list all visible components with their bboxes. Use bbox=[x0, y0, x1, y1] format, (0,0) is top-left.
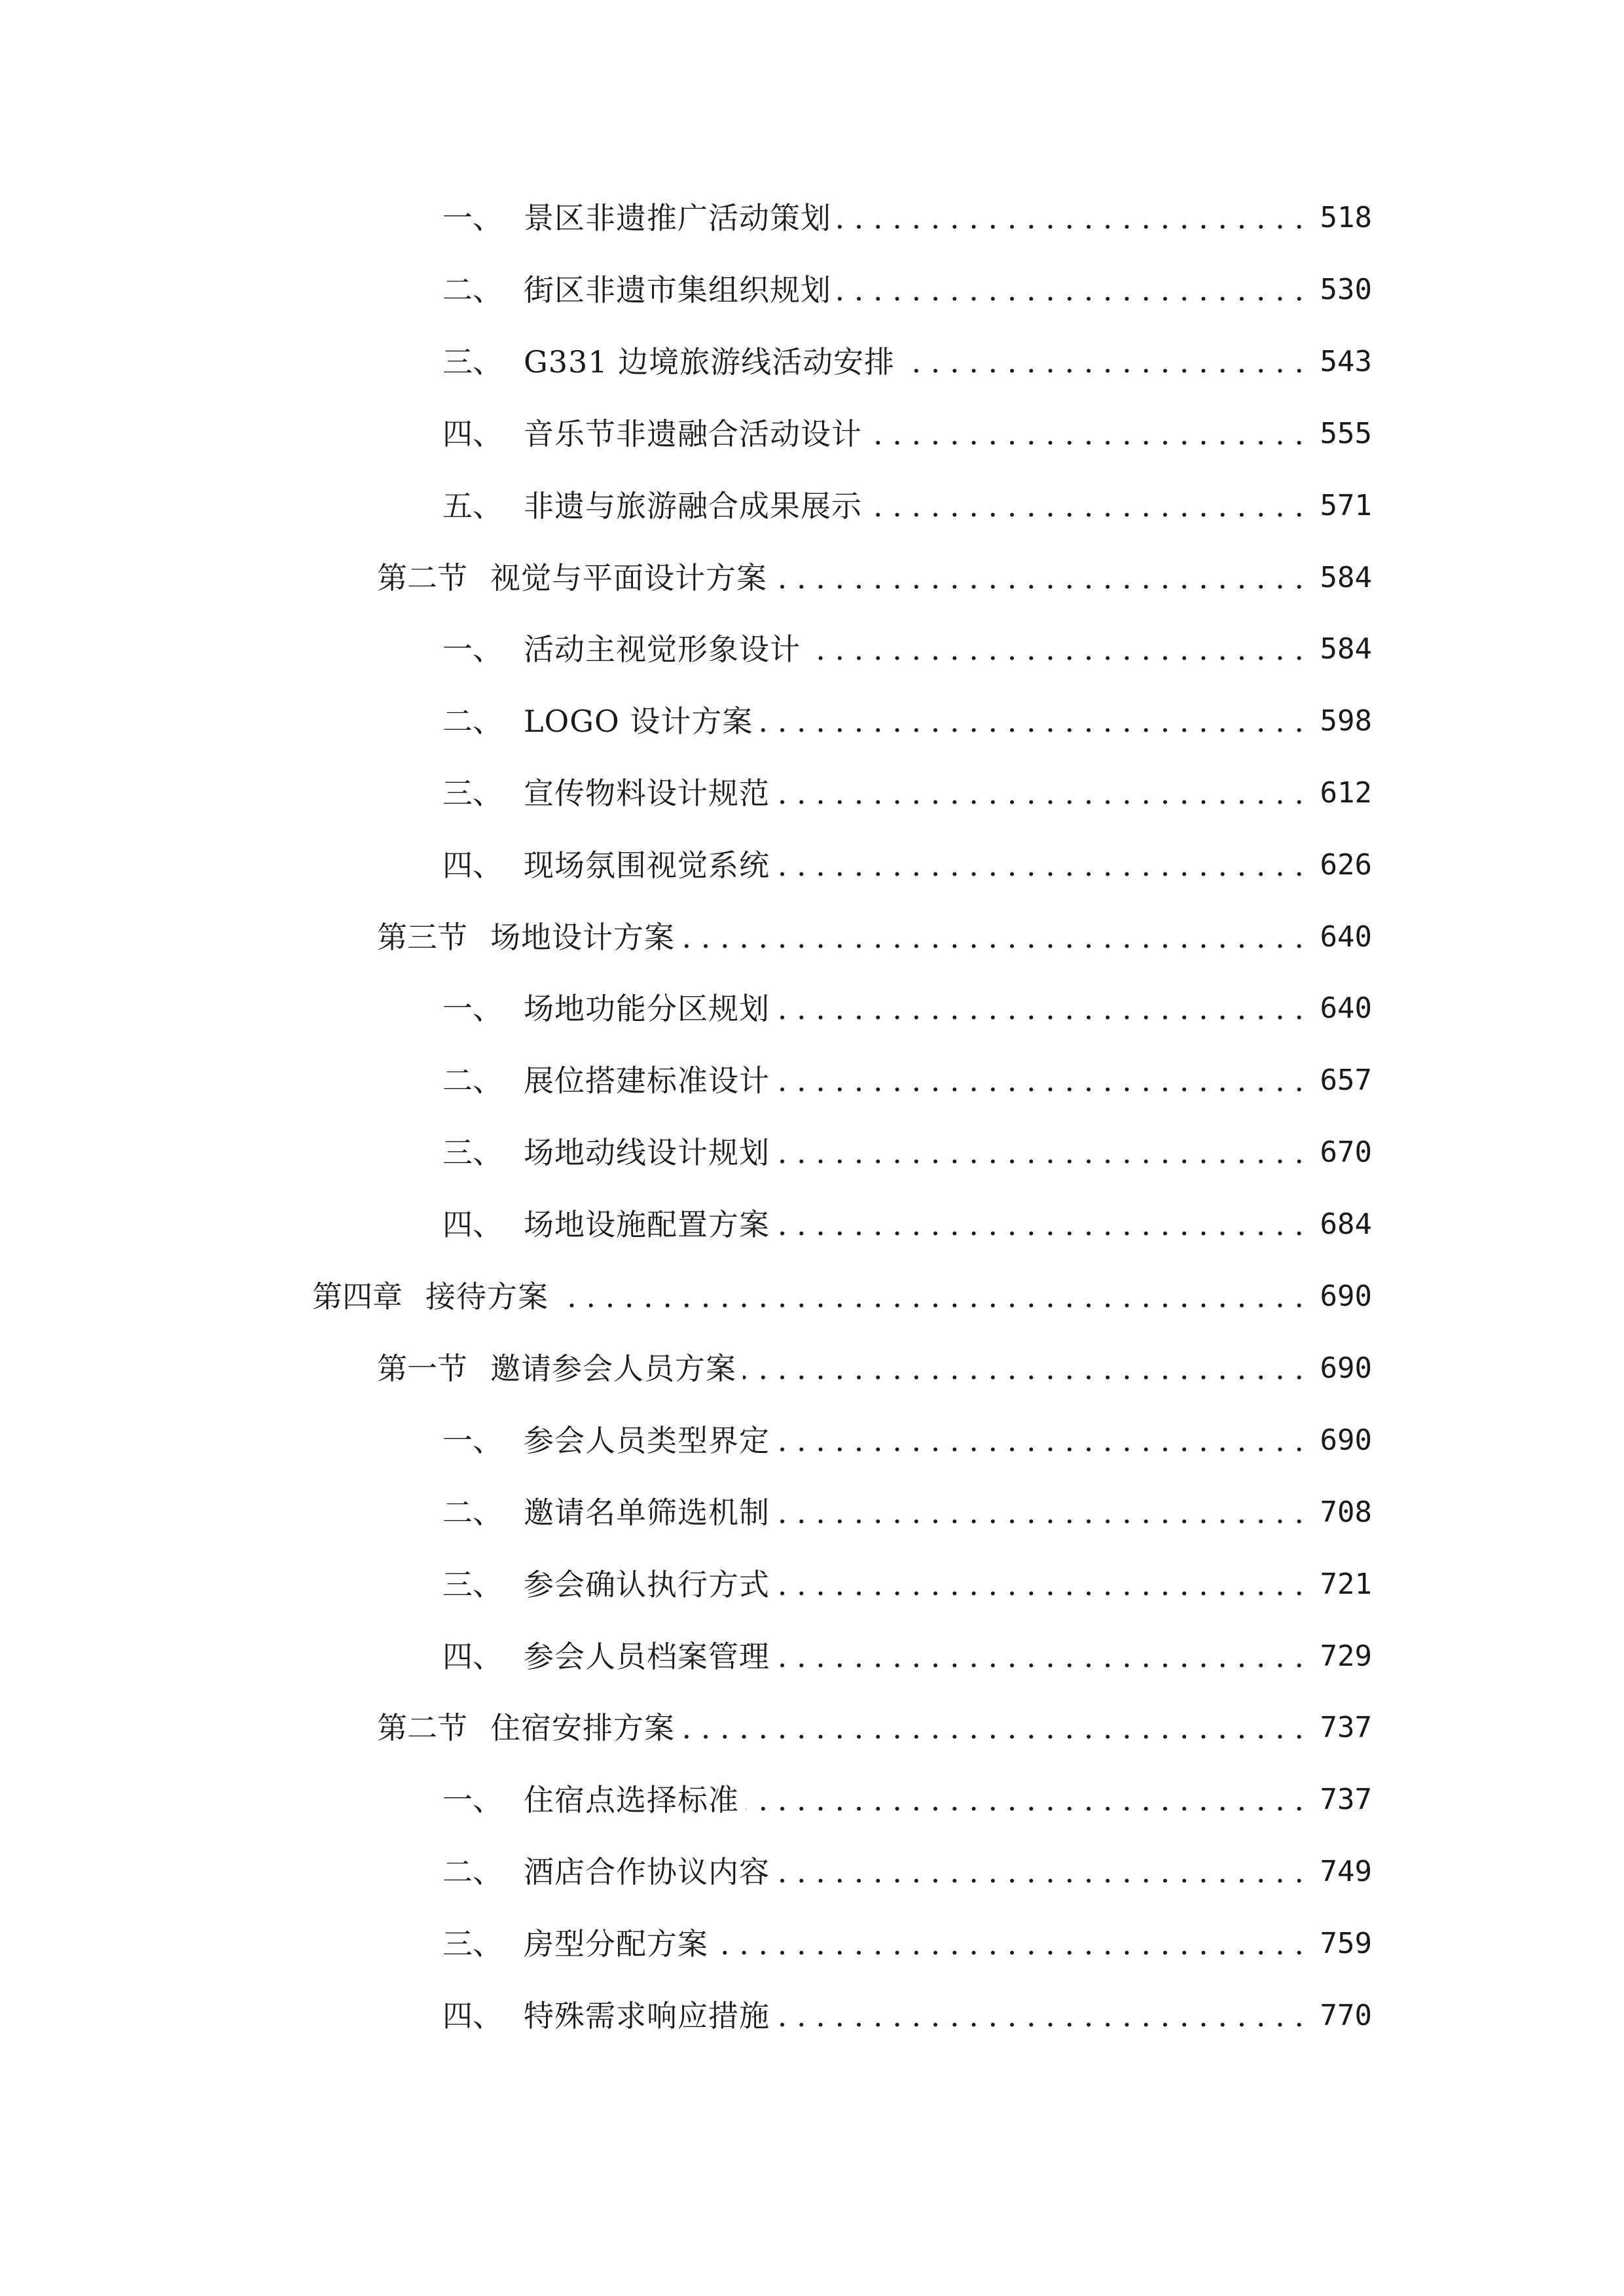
dot-leader bbox=[681, 914, 1304, 960]
dot-leader bbox=[776, 1202, 1304, 1247]
toc-item-title: LOGO 设计方案 bbox=[524, 704, 753, 739]
dot-leader bbox=[807, 626, 1304, 672]
dot-leader bbox=[774, 555, 1304, 601]
toc-section[interactable] bbox=[377, 1346, 1372, 1391]
toc-item-number: 一、 bbox=[442, 1423, 503, 1458]
dot-leader bbox=[776, 1130, 1304, 1175]
toc-item[interactable] bbox=[442, 1849, 1372, 1895]
toc-item-title: 场地动线设计规划 bbox=[524, 1135, 770, 1170]
toc-section-page: 737 bbox=[1320, 1711, 1372, 1744]
toc-section-title: 场地设计方案 bbox=[490, 920, 675, 955]
toc-item-number: 三、 bbox=[442, 776, 503, 811]
toc-section-label: 第二节 bbox=[377, 1710, 467, 1746]
dot-leader bbox=[776, 1490, 1304, 1535]
toc-item-page: 530 bbox=[1320, 273, 1372, 306]
toc-item-number: 五、 bbox=[442, 488, 503, 524]
toc-item-page: 543 bbox=[1320, 345, 1372, 378]
toc-item[interactable] bbox=[442, 339, 1372, 385]
toc-item-title: 特殊需求响应措施 bbox=[524, 1998, 770, 2034]
toc-item[interactable] bbox=[442, 1490, 1372, 1535]
toc-item-title: 参会确认执行方式 bbox=[524, 1567, 770, 1602]
toc-item-number: 一、 bbox=[442, 991, 503, 1026]
toc-item[interactable] bbox=[442, 483, 1372, 529]
dot-leader bbox=[776, 842, 1304, 888]
toc-item-number: 二、 bbox=[442, 704, 503, 739]
toc-item[interactable] bbox=[442, 1921, 1372, 1967]
dot-leader bbox=[776, 1993, 1304, 2039]
toc-item-page: 584 bbox=[1320, 632, 1372, 666]
toc-chapter[interactable] bbox=[312, 1274, 1372, 1319]
toc-item-number: 三、 bbox=[442, 1567, 503, 1602]
dot-leader bbox=[746, 1777, 1304, 1823]
toc-section-title: 住宿安排方案 bbox=[490, 1710, 675, 1746]
toc-item[interactable] bbox=[442, 1418, 1372, 1463]
toc-item[interactable] bbox=[442, 195, 1372, 241]
toc-item-page: 571 bbox=[1320, 489, 1372, 522]
dot-leader bbox=[776, 1418, 1304, 1463]
toc-section-label: 第三节 bbox=[377, 920, 467, 955]
dot-leader bbox=[776, 1634, 1304, 1679]
toc-item-page: 729 bbox=[1320, 1640, 1372, 1673]
toc-item[interactable] bbox=[442, 1777, 1372, 1823]
toc-item-number: 三、 bbox=[442, 1135, 503, 1170]
toc-section-page: 640 bbox=[1320, 920, 1372, 954]
toc-item-number: 四、 bbox=[442, 1639, 503, 1674]
toc-item-title: 邀请名单筛选机制 bbox=[524, 1495, 770, 1530]
toc-chapter-page: 690 bbox=[1320, 1280, 1372, 1313]
toc-item-number: 二、 bbox=[442, 1495, 503, 1530]
toc-item-page: 684 bbox=[1320, 1208, 1372, 1241]
toc-item-page: 708 bbox=[1320, 1496, 1372, 1529]
dot-leader bbox=[869, 483, 1304, 529]
toc-item-number: 一、 bbox=[442, 200, 503, 236]
toc-item-number: 四、 bbox=[442, 416, 503, 452]
toc-item-page: 737 bbox=[1320, 1783, 1372, 1816]
toc-item[interactable] bbox=[442, 1993, 1372, 2039]
toc-item-number: 三、 bbox=[442, 1926, 503, 1962]
toc-item-title: 酒店合作协议内容 bbox=[524, 1854, 770, 1890]
dot-leader bbox=[838, 267, 1304, 313]
toc-item[interactable] bbox=[442, 698, 1372, 744]
dot-leader bbox=[869, 411, 1304, 457]
toc-section-page: 584 bbox=[1320, 561, 1372, 594]
toc-item-number: 二、 bbox=[442, 1063, 503, 1098]
toc-item[interactable] bbox=[442, 770, 1372, 816]
toc-item[interactable] bbox=[442, 1130, 1372, 1175]
toc-item[interactable] bbox=[442, 986, 1372, 1031]
toc-item-title: 景区非遗推广活动策划 bbox=[524, 200, 831, 236]
toc-item-number: 四、 bbox=[442, 1207, 503, 1242]
toc-item-title: 现场氛围视觉系统 bbox=[524, 848, 770, 883]
toc-item-page: 749 bbox=[1320, 1855, 1372, 1888]
toc-item-page: 640 bbox=[1320, 992, 1372, 1025]
toc-item[interactable] bbox=[442, 1562, 1372, 1607]
toc-section-label: 第二节 bbox=[377, 560, 467, 596]
dot-leader bbox=[743, 1346, 1304, 1391]
toc-section-title: 视觉与平面设计方案 bbox=[490, 560, 767, 596]
toc-item-title: 住宿点选择标准 bbox=[524, 1782, 739, 1818]
toc-item-number: 二、 bbox=[442, 1854, 503, 1890]
toc-item-title: 街区非遗市集组织规划 bbox=[524, 272, 831, 308]
toc-section-title: 邀请参会人员方案 bbox=[490, 1351, 736, 1386]
toc-item-page: 721 bbox=[1320, 1568, 1372, 1601]
toc-item[interactable] bbox=[442, 1634, 1372, 1679]
toc-item-page: 670 bbox=[1320, 1136, 1372, 1169]
dot-leader bbox=[901, 339, 1304, 385]
toc-section[interactable] bbox=[377, 914, 1372, 960]
toc-chapter-label: 第四章 bbox=[312, 1279, 403, 1314]
toc-item-page: 612 bbox=[1320, 776, 1372, 810]
toc-item-page: 770 bbox=[1320, 1999, 1372, 2032]
toc-section-page: 690 bbox=[1320, 1352, 1372, 1385]
toc-chapter-title: 接待方案 bbox=[425, 1279, 549, 1314]
toc-item-page: 518 bbox=[1320, 201, 1372, 234]
toc-item-number: 四、 bbox=[442, 848, 503, 883]
toc-section-label: 第一节 bbox=[377, 1351, 467, 1386]
dot-leader bbox=[715, 1921, 1304, 1967]
toc-item-title: 参会人员类型界定 bbox=[524, 1423, 770, 1458]
toc-item-title: 活动主视觉形象设计 bbox=[524, 632, 801, 667]
toc-item-title: 参会人员档案管理 bbox=[524, 1639, 770, 1674]
toc-item[interactable] bbox=[442, 842, 1372, 888]
toc-item-page: 690 bbox=[1320, 1424, 1372, 1457]
dot-leader bbox=[776, 1562, 1304, 1607]
toc-item[interactable] bbox=[442, 1202, 1372, 1247]
toc-item-title: 场地设施配置方案 bbox=[524, 1207, 770, 1242]
toc-item-number: 一、 bbox=[442, 632, 503, 667]
toc-item-title: 宣传物料设计规范 bbox=[524, 776, 770, 811]
toc-item[interactable] bbox=[442, 626, 1372, 672]
toc-item[interactable] bbox=[442, 267, 1372, 313]
toc-section[interactable] bbox=[377, 555, 1372, 601]
toc-section[interactable] bbox=[377, 1705, 1372, 1751]
toc-item-page: 759 bbox=[1320, 1927, 1372, 1960]
toc-item-number: 三、 bbox=[442, 344, 503, 380]
toc-item[interactable] bbox=[442, 1058, 1372, 1103]
toc-item-page: 555 bbox=[1320, 417, 1372, 450]
toc-item-title: 场地功能分区规划 bbox=[524, 991, 770, 1026]
toc-item[interactable] bbox=[442, 411, 1372, 457]
toc-item-page: 626 bbox=[1320, 848, 1372, 882]
dot-leader bbox=[776, 1849, 1304, 1895]
dot-leader bbox=[776, 1058, 1304, 1103]
toc-item-title: 非遗与旅游融合成果展示 bbox=[524, 488, 862, 524]
dot-leader bbox=[776, 986, 1304, 1031]
toc-item-page: 657 bbox=[1320, 1064, 1372, 1097]
toc-item-title: G331 边境旅游线活动安排 bbox=[524, 344, 895, 380]
toc-item-number: 一、 bbox=[442, 1782, 503, 1818]
dot-leader bbox=[759, 698, 1304, 744]
toc-item-number: 二、 bbox=[442, 272, 503, 308]
toc-item-number: 四、 bbox=[442, 1998, 503, 2034]
dot-leader bbox=[838, 195, 1304, 241]
toc-item-title: 音乐节非遗融合活动设计 bbox=[524, 416, 862, 452]
dot-leader bbox=[776, 770, 1304, 816]
toc-item-page: 598 bbox=[1320, 704, 1372, 738]
dot-leader bbox=[681, 1705, 1304, 1751]
dot-leader bbox=[555, 1274, 1304, 1319]
toc-item-title: 房型分配方案 bbox=[524, 1926, 708, 1962]
toc-item-title: 展位搭建标准设计 bbox=[524, 1063, 770, 1098]
